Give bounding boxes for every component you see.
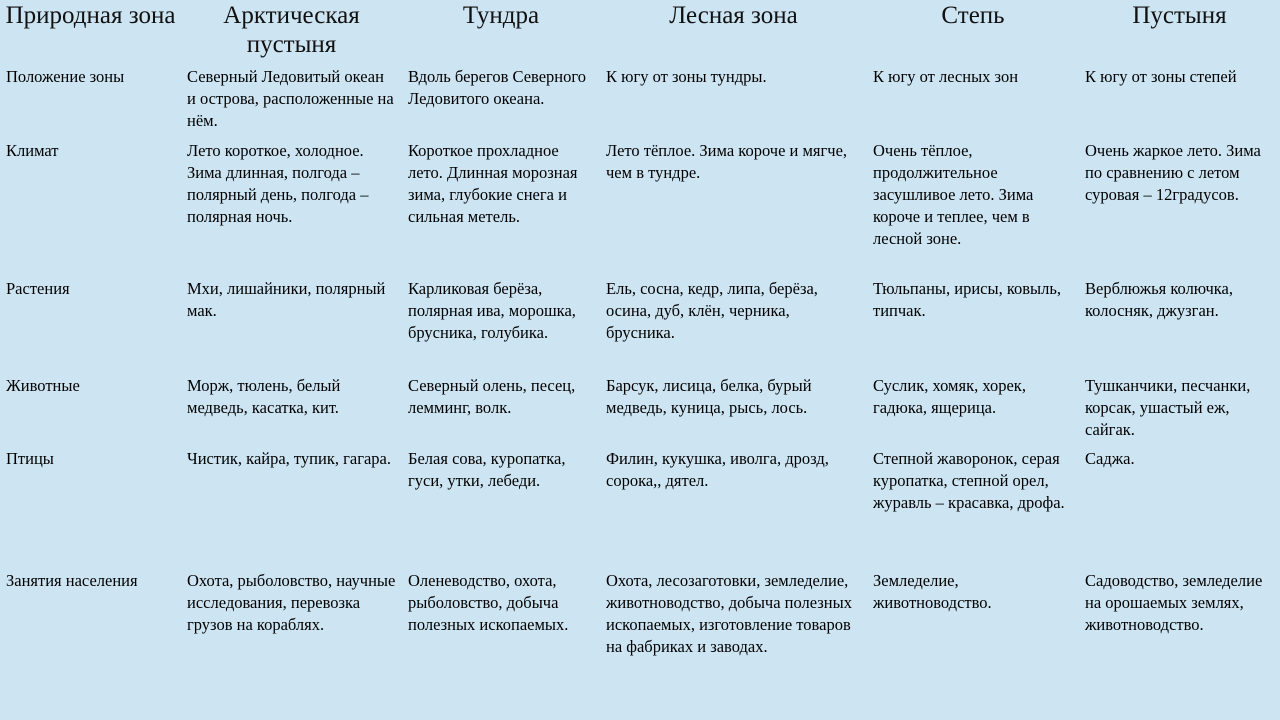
table-cell: Мхи, лишайники, полярный мак. — [187, 279, 386, 320]
header-cell-tundra: Тундра — [462, 2, 540, 29]
table-cell: Морж, тюлень, белый медведь, касатка, кит. — [187, 376, 341, 417]
table-cell: Суслик, хомяк, хорек, гадюка, ящерица. — [873, 376, 1026, 417]
table-cell: Верблюжья колючка, колосняк, джузган. — [1085, 279, 1234, 320]
table-cell: Северный олень, песец, лемминг, волк. — [408, 376, 576, 417]
table-cell: К югу от лесных зон — [873, 67, 1019, 86]
table-cell: Степной жаворонок, серая куропатка, степной орел, журавль – красавка, дрофа. — [873, 449, 1065, 512]
table-cell: Барсук, лисица, белка, бурый медведь, куница, рысь, лось. — [606, 376, 812, 417]
table-cell: Северный Ледовитый океан и острова, расположенные на нём. — [187, 67, 394, 130]
row-label: Растения — [6, 279, 70, 298]
table-cell: Саджа. — [1085, 449, 1135, 468]
header-cell-forest-zone: Лесная зона — [669, 2, 798, 29]
table-cell: Короткое прохладное лето. Длинная морозная зима, глубокие снега и сильная метель. — [408, 141, 578, 226]
row-label: Климат — [6, 141, 59, 160]
table-cell: Карликовая берёза, полярная ива, морошка, брусника, голубика. — [408, 279, 576, 342]
table-cell: Охота, рыболовство, научные исследования, перевозка грузов на кораблях. — [187, 571, 396, 634]
row-label: Птицы — [6, 449, 54, 468]
table-cell: Тушканчики, песчанки, корсак, ушастый еж, сайгак. — [1085, 376, 1251, 439]
table-cell: Очень тёплое, продолжительное засушливое лето. Зима короче и теплее, чем в лесной зоне. — [873, 141, 1034, 248]
header-row — [0, 0, 1280, 62]
table-cell: Белая сова, куропатка, гуси, утки, лебеди. — [408, 449, 566, 490]
table-cell: Вдоль берегов Северного Ледовитого океана. — [408, 67, 586, 108]
table-cell: Очень жаркое лето. Зима по сравнению с летом суровая – 12градусов. — [1085, 141, 1261, 204]
header-cell-steppe: Степь — [941, 2, 1005, 29]
table-cell: Тюльпаны, ирисы, ковыль, типчак. — [873, 279, 1062, 320]
table-cell: Охота, лесозаготовки, земледелие, животноводство, добыча полезных ископаемых, изготовление товаров на фабриках и заводах. — [606, 571, 852, 656]
table-cell: Чистик, кайра, тупик, гагара. — [187, 449, 391, 468]
table-cell: К югу от зоны степей — [1085, 67, 1237, 86]
table-row — [0, 274, 1280, 371]
table-row — [0, 62, 1280, 136]
row-label: Животные — [6, 376, 80, 395]
table-row — [0, 444, 1280, 566]
table-cell: Лето тёплое. Зима короче и мягче, чем в тундре. — [606, 141, 848, 182]
table-row — [0, 371, 1280, 444]
header-cell-zone: Природная зона — [5, 2, 176, 29]
header-cell-arctic-desert: Арктическая пустыня — [223, 2, 360, 58]
table-row — [0, 566, 1280, 720]
table-row — [0, 136, 1280, 274]
table-cell: Лето короткое, холодное. Зима длинная, полгода – полярный день, полгода – полярная ночь. — [187, 141, 369, 226]
row-label: Положение зоны — [6, 67, 125, 86]
table-cell: Земледелие, животноводство. — [873, 571, 992, 612]
header-cell-desert: Пустыня — [1132, 2, 1227, 29]
table-cell: Садоводство, земледелие на орошаемых землях, животноводство. — [1085, 571, 1263, 634]
table-cell: Филин, кукушка, иволга, дрозд, сорока,, дятел. — [606, 449, 829, 490]
table-cell: Ель, сосна, кедр, липа, берёза, осина, дуб, клён, черника, брусника. — [606, 279, 818, 342]
row-label: Занятия населения — [6, 571, 138, 590]
table-cell: К югу от зоны тундры. — [606, 67, 767, 86]
table-cell: Оленеводство, охота, рыболовство, добыча полезных ископаемых. — [408, 571, 569, 634]
